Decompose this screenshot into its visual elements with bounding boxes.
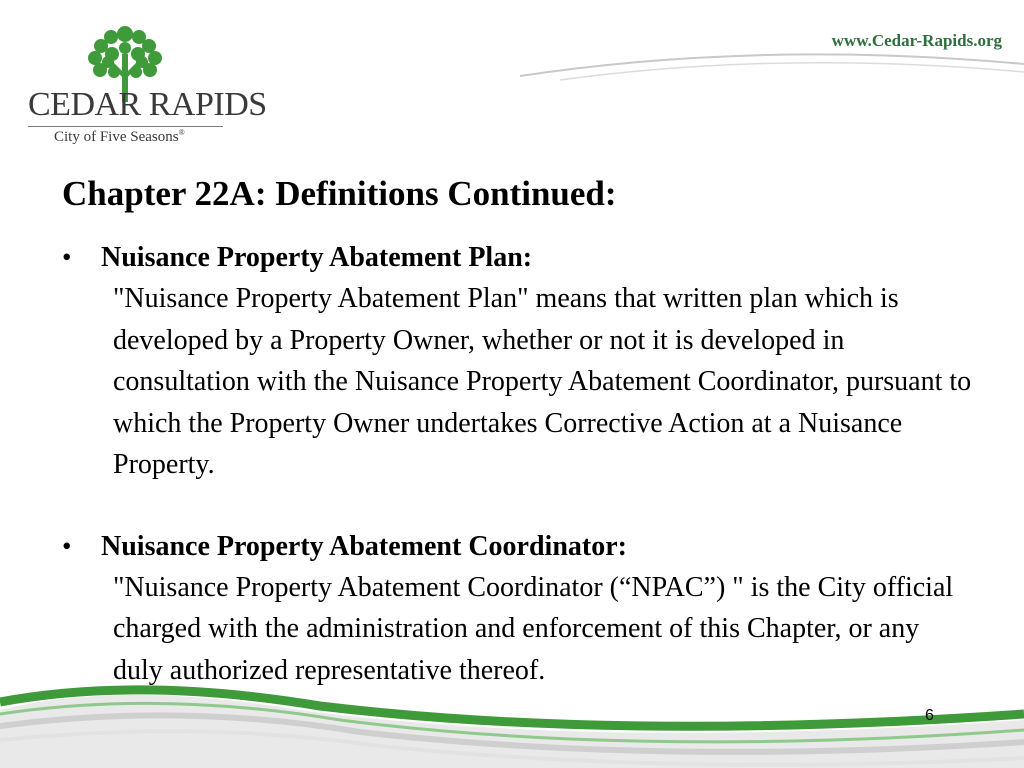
logo-tagline-text: City of Five Seasons	[54, 129, 179, 145]
registered-mark: ®	[178, 128, 185, 137]
cedar-rapids-logo	[24, 24, 267, 150]
logo-divider	[28, 126, 223, 127]
page-number: 6	[925, 707, 934, 724]
logo-tagline	[54, 128, 185, 146]
definition-body: "Nuisance Property Abatement Plan" means that written plan which is developed by a Property Owner, whether or not it is developed in consultation with the Nuisance Property Abatement Coordinator, pursuant to which the Property Owner undertakes Corrective Action at a Nuisance Property.	[113, 283, 972, 480]
footer-swoosh-decoration	[0, 680, 1024, 768]
logo-wordmark: CEDAR RAPIDS	[28, 86, 267, 123]
bullet-marker: •	[62, 530, 72, 561]
bullet-marker: •	[62, 242, 72, 272]
definition-heading: Nuisance Property Abatement Coordinator:	[101, 530, 627, 562]
definition-heading: Nuisance Property Abatement Plan:	[101, 242, 533, 273]
slide-title: Chapter 22A: Definitions Continued:	[62, 174, 617, 213]
definition-item	[62, 237, 982, 486]
website-link[interactable]: www.Cedar-Rapids.org	[831, 31, 1002, 50]
definition-body: "Nuisance Property Abatement Coordinator (“NPAC”) " is the City official charged with the administration and enforcement of this Chapter, or any duly authorized representative thereof.	[113, 571, 954, 686]
definitions-list	[62, 237, 982, 731]
definition-item	[62, 526, 982, 692]
